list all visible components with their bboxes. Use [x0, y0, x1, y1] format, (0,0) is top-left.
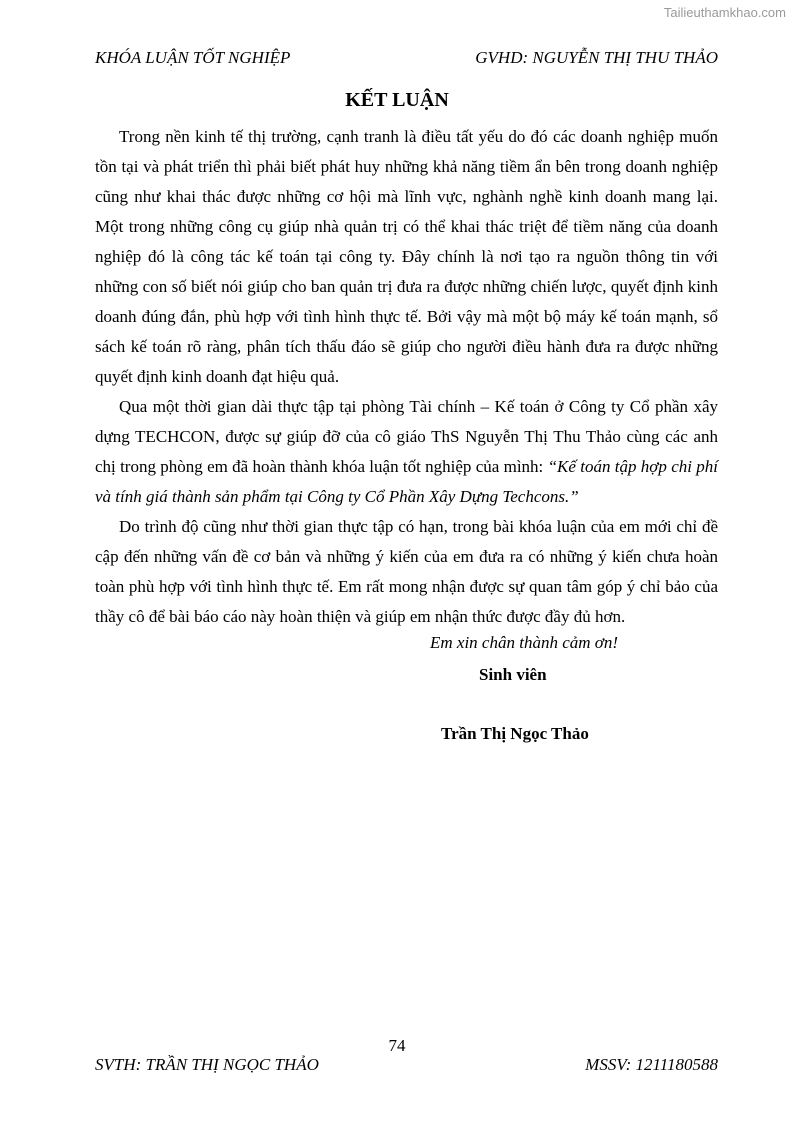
watermark-text: Tailieuthamkhao.com [663, 5, 786, 20]
header-left-text: KHÓA LUẬN TỐT NGHIỆP [95, 48, 291, 67]
paragraph-3: Do trình độ cũng như thời gian thực tập có hạn, trong bài khóa luận của em mới chỉ đề cập đến những vấn đề cơ bản và những ý kiến của em đưa ra có những ý kiến chưa hoàn toàn phù hợp với tình hình thực tế. Em rất mong nhận được sự quan tâm góp ý chỉ bảo của thầy cô để bài báo cáo này hoàn thiện và giúp em nhận thức được đầy đủ hơn. [95, 517, 718, 626]
signature-role: Sinh viên [479, 665, 547, 684]
page-title: KẾT LUẬN [345, 89, 449, 111]
page-header [95, 48, 718, 68]
footer-left-text: SVTH: TRẦN THỊ NGỌC THẢO [95, 1055, 319, 1074]
paragraph-2 [95, 392, 718, 512]
signature-name: Trần Thị Ngọc Thảo [441, 724, 589, 743]
thesis-title-quote: “Kế toán tập hợp chi phí và tính giá thành sản phẩm tại Công ty Cổ Phần Xây Dựng Techcons.” [95, 457, 718, 506]
closing-thanks: Em xin chân thành cảm ơn! [430, 633, 619, 652]
paragraph-1: Trong nền kinh tế thị trường, cạnh tranh là điều tất yếu do đó các doanh nghiệp muốn tồn tại và phát triển thì phải biết phát huy những khả năng tiềm ẩn bên trong doanh nghiệp cũng như khai thác được những cơ hội mà lĩnh vực, nghành nghề kinh doanh mang lại. Một trong những công cụ giúp nhà quản trị có thể khai thác triệt để tiềm năng của doanh nghiệp đó là công tác kế toán tại công ty. Đây chính là nơi tạo ra nguồn thông tin với những con số biết nói giúp cho ban quản trị đưa ra được những chiến lược, quyết định kinh doanh đúng đắn, phù hợp với tình hình thực tế. Bởi vậy mà một bộ máy kế toán mạnh, sổ sách kế toán rõ ràng, phân tích thấu đáo sẽ giúp cho người điều hành đưa ra được những quyết định kinh doanh đạt hiệu quả. [95, 127, 718, 386]
footer-right-text: MSSV: 1211180588 [585, 1055, 718, 1074]
page-footer [95, 1055, 718, 1075]
page-number: 74 [388, 1036, 406, 1055]
header-right-text: GVHD: NGUYỄN THỊ THU THẢO [475, 48, 718, 67]
paragraph-2-text: Qua một thời gian dài thực tập tại phòng Tài chính – Kế toán ở Công ty Cổ phần xây dựng TECHCON, được sự giúp đỡ của cô giáo ThS Nguyễn Thị Thu Thảo cùng các anh chị trong phòng em đã hoàn thành khóa luận tốt nghiệp của mình: [95, 397, 718, 476]
body-text [95, 122, 718, 632]
